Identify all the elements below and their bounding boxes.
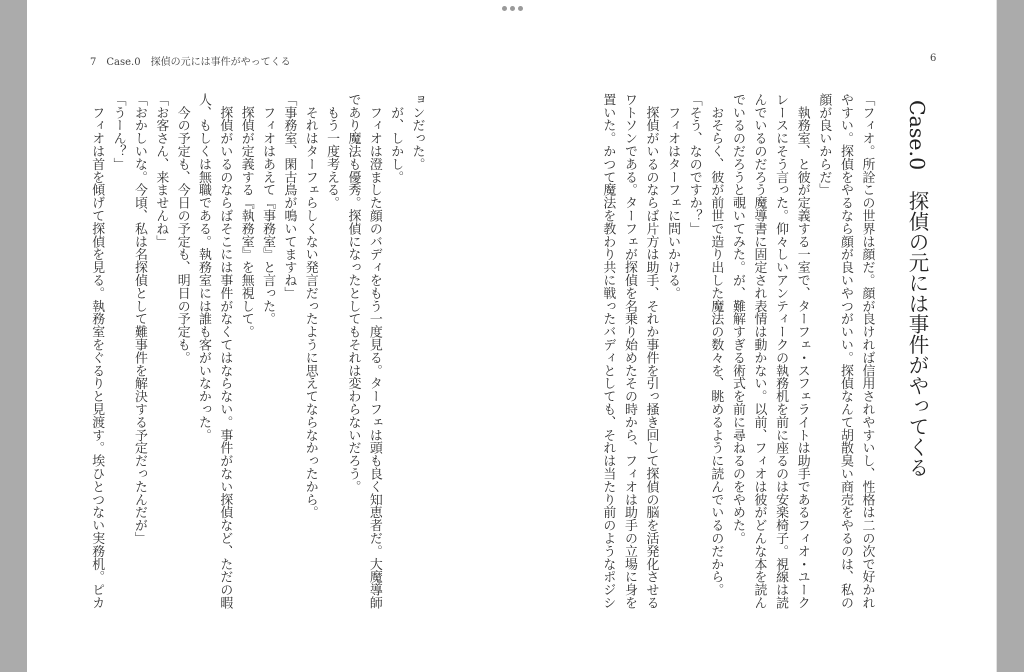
text-column: 置いた。かつて魔法を教わり共に戦ったバディとしても、それは当たり前のようなポジシ: [600, 93, 616, 609]
text-column: 探偵がいるのならばそこには事件がなくてはならない。事件がない探偵など、ただの暇: [217, 93, 233, 609]
text-column: 顔が良いからだ」: [816, 93, 832, 197]
text-column: もう一度考える。: [324, 93, 340, 210]
left-running-head: 7 Case.0 探偵の元には事件がやってくる: [90, 57, 291, 68]
more-horizontal-icon: [510, 6, 515, 11]
text-column: 「事務室、閑古鳥が鳴いてますね」: [281, 93, 297, 300]
reader-menu-button[interactable]: [502, 6, 523, 11]
text-column: レースにそう言った。仰々しいアンティークの執務机を前に座るのは安楽椅子。視線は読: [773, 93, 789, 609]
text-column: 「そう、なのですか？」: [686, 93, 702, 235]
text-column: 今の予定も、今日の予定も、明日の予定も。: [174, 93, 190, 364]
text-column: それはターフェらしくない発言だったように思えてならなかったから。: [302, 93, 318, 519]
text-column: 執務室、と彼が定義する一室で、ターフェ・スフェライトは助手であるフィオ・ユーク: [794, 93, 810, 609]
text-column: フィオは首を傾げて探偵を見る。執務室をぐるりと見渡す。埃ひとつない実務机。ピカ: [89, 93, 105, 609]
text-column: 「うーん？」: [110, 93, 126, 171]
more-horizontal-icon: [502, 6, 507, 11]
chapter-title: Case.0 探偵の元には事件がやってくる: [905, 100, 929, 478]
right-page-edge: [996, 0, 1024, 672]
text-column: が、しかし。: [388, 93, 404, 184]
right-page-number: 6: [930, 53, 937, 64]
more-horizontal-icon: [518, 6, 523, 11]
text-column: であり魔法も優秀。探偵になったとしてもそれは変わらないだろう。: [345, 93, 361, 493]
text-column: 「お客さん、来ませんね」: [153, 93, 169, 248]
text-column: んでいるのだろう魔導書に固定され表情は動かない。以前、フィオは彼がどんな本を読ん: [751, 93, 767, 609]
text-column: でいるのだろうと覗いてみた。が、難解すぎる術式を前に尋ねるのをやめた。: [729, 93, 745, 545]
text-column: 人、もしくは無職である。執務室には誰も客がいなかった。: [196, 93, 211, 442]
text-column: 「フィオ。所詮この世界は顔だ。顔が良ければ信用されやすいし、性格は二の次で好かれ: [859, 93, 875, 609]
text-column: 探偵がいるのならば片方は助手、それか事件を引っ掻き回して探偵の脳を活発化させる: [643, 93, 659, 609]
text-column: 「おかしいな。今頃、私は名探偵として難事件を解決する予定だったんだが」: [131, 93, 147, 545]
text-column: 探偵が定義する『執務室』を無視して。: [238, 93, 254, 339]
text-column: フィオはあえて『事務室』と言った。: [260, 93, 276, 326]
text-column: フィオはターフェに問いかける。: [665, 93, 681, 300]
left-page-edge: [0, 0, 27, 672]
text-column: フィオは澄ました顔のバディをもう一度見る。ターフェは頭も良く知恵者だ。大魔導師: [366, 93, 382, 609]
text-column: おそらく、彼が前世で造り出した魔法の数々を、眺めるように読んでいるのだから。: [708, 93, 724, 597]
text-column: ョンだった。: [409, 93, 425, 171]
text-column: やすい。探偵をやるなら顔が良いやつがいい。探偵なんて胡散臭い商売をやるのは、私の: [837, 93, 853, 609]
text-column: ワトソンである。ターフェが探偵を名乗り始めたその時から、フィオは助手の立場に身を: [621, 93, 637, 609]
